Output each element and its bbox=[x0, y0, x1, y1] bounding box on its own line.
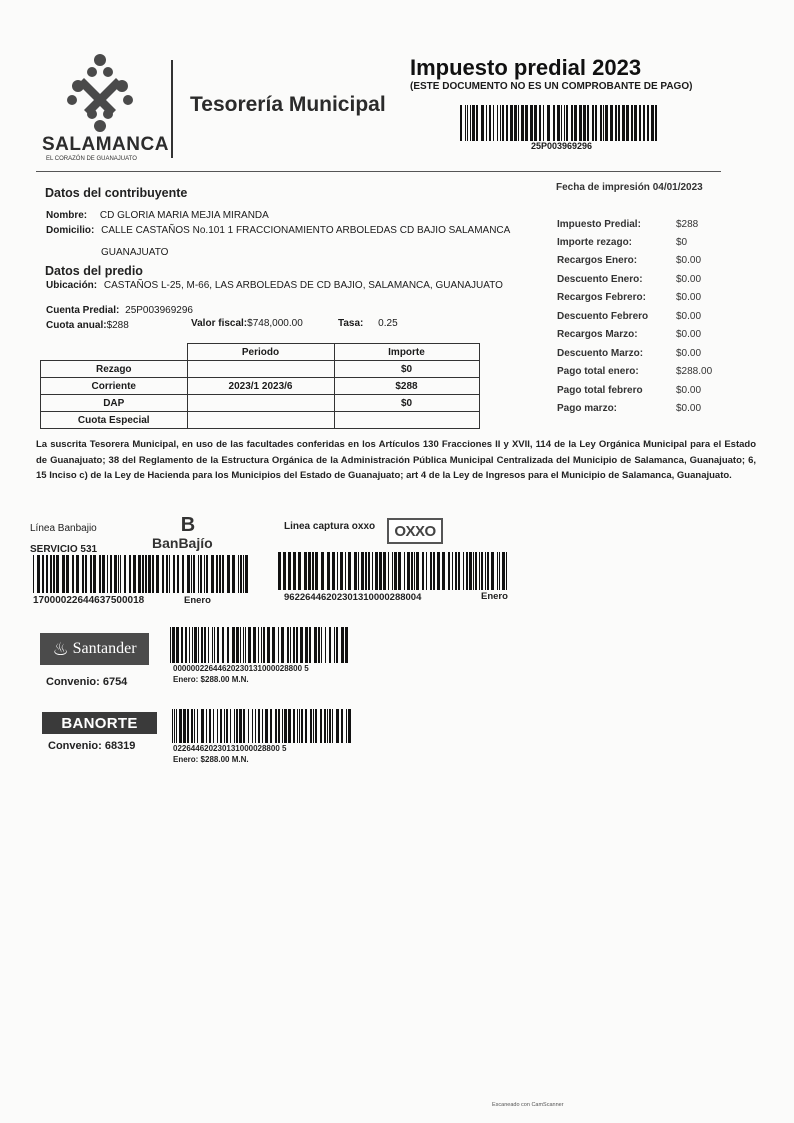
concept-cell: Corriente bbox=[41, 378, 188, 395]
scanner-watermark: Escaneado con CamScanner bbox=[492, 1102, 564, 1108]
summary-label: Recargos Febrero: bbox=[557, 292, 646, 303]
summary-value: $0.00 bbox=[676, 274, 702, 285]
period-table-header bbox=[41, 344, 480, 361]
fiscal-value: $748,000.00 bbox=[247, 318, 303, 329]
taxpayer-address-line1: CALLE CASTAÑOS No.101 1 FRACCIONAMIENTO ARBOLEDAS CD BAJIO SALAMANCA bbox=[101, 225, 511, 236]
santander-barcode-number: 00000022644620230131000028800 5 bbox=[173, 664, 309, 673]
taxpayer-address-label: Domicilio: bbox=[46, 225, 95, 236]
summary-label: Descuento Febrero bbox=[557, 311, 649, 322]
rate-label: Tasa: bbox=[338, 318, 364, 329]
period-header: Periodo bbox=[187, 344, 334, 361]
header-rule bbox=[36, 171, 721, 172]
property-account-row bbox=[46, 305, 193, 316]
summary-label: Pago marzo: bbox=[557, 403, 618, 414]
summary-value: $288 bbox=[676, 219, 699, 230]
banorte-amount: Enero: $288.00 M.N. bbox=[173, 755, 249, 764]
rate: 0.25 bbox=[378, 318, 398, 329]
concept-cell: Rezago bbox=[41, 361, 188, 378]
amount-cell: $0 bbox=[334, 395, 479, 412]
taxpayer-address-row bbox=[46, 225, 510, 236]
banorte-agreement: Convenio: 68319 bbox=[48, 740, 136, 752]
fiscal-value-label: Valor fiscal: bbox=[191, 318, 248, 329]
table-row bbox=[41, 361, 480, 378]
banorte-brand: BANORTE bbox=[42, 712, 157, 734]
summary-value: $0.00 bbox=[676, 255, 702, 266]
santander-flame-icon: ♨ bbox=[52, 638, 69, 659]
banbajio-barcode-number: 17000022644637500018 bbox=[33, 595, 145, 606]
banbajio-line-label: Línea Banbajio bbox=[30, 523, 97, 534]
oxxo-brand: OXXO bbox=[387, 518, 443, 544]
legal-text: La suscrita Tesorera Municipal, en uso de las facultades conferidas en los Artículos 130 Fracciones II y XVII, 114 de la Ley Orgánica Municipal para el Estado de Guanajuato; 38 del Reglamento de la Estructura Orgánica de la Administración Pública Municipal Centralizada del Municipio de Salamanca, Guanajuato; 6, 15 Inciso c) de la Ley de Hacienda para los Municipios del Estado de Guanajuato; art 4 de la Ley de Ingresos para el Municipio de Salamanca, Guanajuato. bbox=[36, 439, 756, 481]
summary-label: Impuesto Predial: bbox=[557, 219, 641, 230]
period-table bbox=[40, 343, 480, 429]
period-cell bbox=[187, 395, 334, 412]
santander-brand-label: Santander bbox=[72, 640, 137, 657]
annual-fee-label: Cuota anual: bbox=[46, 320, 107, 331]
document-note: (ESTE DOCUMENTO NO ES UN COMPROBANTE DE PAGO) bbox=[410, 81, 693, 92]
summary-label: Descuento Enero: bbox=[557, 274, 643, 285]
summary-label: Recargos Marzo: bbox=[557, 329, 638, 340]
banbajio-brand: BanBajío bbox=[152, 535, 213, 551]
summary-value: $0.00 bbox=[676, 403, 702, 414]
summary-value: $288.00 bbox=[676, 366, 713, 377]
taxpayer-name: CD GLORIA MARIA MEJIA MIRANDA bbox=[99, 210, 269, 221]
summary-label: Pago total febrero bbox=[557, 385, 643, 396]
fiscal-value-row bbox=[191, 318, 303, 329]
account-barcode bbox=[460, 105, 658, 141]
oxxo-month: Enero bbox=[481, 591, 508, 602]
period-cell bbox=[187, 412, 334, 429]
table-row bbox=[41, 378, 480, 395]
table-row bbox=[41, 412, 480, 429]
amount-cell: $288 bbox=[334, 378, 479, 395]
print-date: Fecha de impresión 04/01/2023 bbox=[556, 182, 703, 193]
amount-header: Importe bbox=[334, 344, 479, 361]
summary-label: Descuento Marzo: bbox=[557, 348, 644, 359]
property-section-title: Datos del predio bbox=[45, 264, 143, 278]
banbajio-month: Enero bbox=[184, 595, 211, 606]
period-cell bbox=[187, 361, 334, 378]
santander-amount: Enero: $288.00 M.N. bbox=[173, 675, 249, 684]
taxpayer-address-line2: GUANAJUATO bbox=[101, 247, 169, 258]
taxpayer-name-label: Nombre: bbox=[46, 210, 88, 221]
summary-label: Pago total enero: bbox=[557, 366, 639, 377]
annual-fee-row bbox=[46, 320, 129, 331]
banbajio-logo-icon: B bbox=[180, 514, 196, 536]
property-location-label: Ubicación: bbox=[46, 280, 98, 291]
department-title: Tesorería Municipal bbox=[190, 93, 386, 116]
header-divider bbox=[171, 60, 173, 158]
santander-barcode bbox=[170, 627, 352, 663]
banorte-barcode-number: 022644620230131000028800 5 bbox=[173, 744, 287, 753]
banorte-barcode bbox=[172, 709, 352, 743]
summary-value: $0.00 bbox=[676, 348, 702, 359]
oxxo-line-label: Linea captura oxxo bbox=[284, 521, 376, 532]
oxxo-barcode bbox=[278, 552, 510, 590]
santander-agreement: Convenio: 6754 bbox=[46, 676, 128, 688]
concept-cell: DAP bbox=[41, 395, 188, 412]
oxxo-barcode-number: 96226446202301310000288004 bbox=[284, 592, 422, 603]
banbajio-barcode bbox=[33, 555, 251, 593]
amount-cell bbox=[334, 412, 479, 429]
summary-value: $0 bbox=[676, 237, 688, 248]
property-location: CASTAÑOS L-25, M-66, LAS ARBOLEDAS DE CD BAJIO, SALAMANCA, GUANAJUATO bbox=[103, 280, 503, 291]
santander-brand bbox=[40, 633, 149, 665]
property-account: 25P003969296 bbox=[125, 305, 193, 316]
summary-value: $0.00 bbox=[676, 311, 702, 322]
document-title: Impuesto predial 2023 bbox=[410, 55, 642, 80]
rate-row bbox=[338, 318, 398, 329]
taxpayer-section-title: Datos del contribuyente bbox=[45, 186, 188, 200]
summary-value: $0.00 bbox=[676, 385, 702, 396]
summary-label: Recargos Enero: bbox=[557, 255, 638, 266]
account-barcode-number: 25P003969296 bbox=[531, 141, 593, 151]
banbajio-service: SERVICIO 531 bbox=[30, 544, 98, 555]
logo-tagline: EL CORAZÓN DE GUANAJUATO bbox=[46, 156, 137, 162]
summary-label: Importe rezago: bbox=[557, 237, 633, 248]
amount-cell: $0 bbox=[334, 361, 479, 378]
property-location-row bbox=[46, 280, 503, 291]
table-row bbox=[41, 395, 480, 412]
concept-cell: Cuota Especial bbox=[41, 412, 188, 429]
period-cell: 2023/1 2023/6 bbox=[187, 378, 334, 395]
annual-fee: $288 bbox=[106, 320, 129, 331]
property-account-label: Cuenta Predial: bbox=[46, 305, 120, 316]
summary-value: $0.00 bbox=[676, 329, 702, 340]
taxpayer-name-row bbox=[46, 210, 269, 221]
salamanca-logo-icon bbox=[66, 52, 134, 134]
logo-name: SALAMANCA bbox=[42, 134, 169, 155]
summary-value: $0.00 bbox=[676, 292, 702, 303]
